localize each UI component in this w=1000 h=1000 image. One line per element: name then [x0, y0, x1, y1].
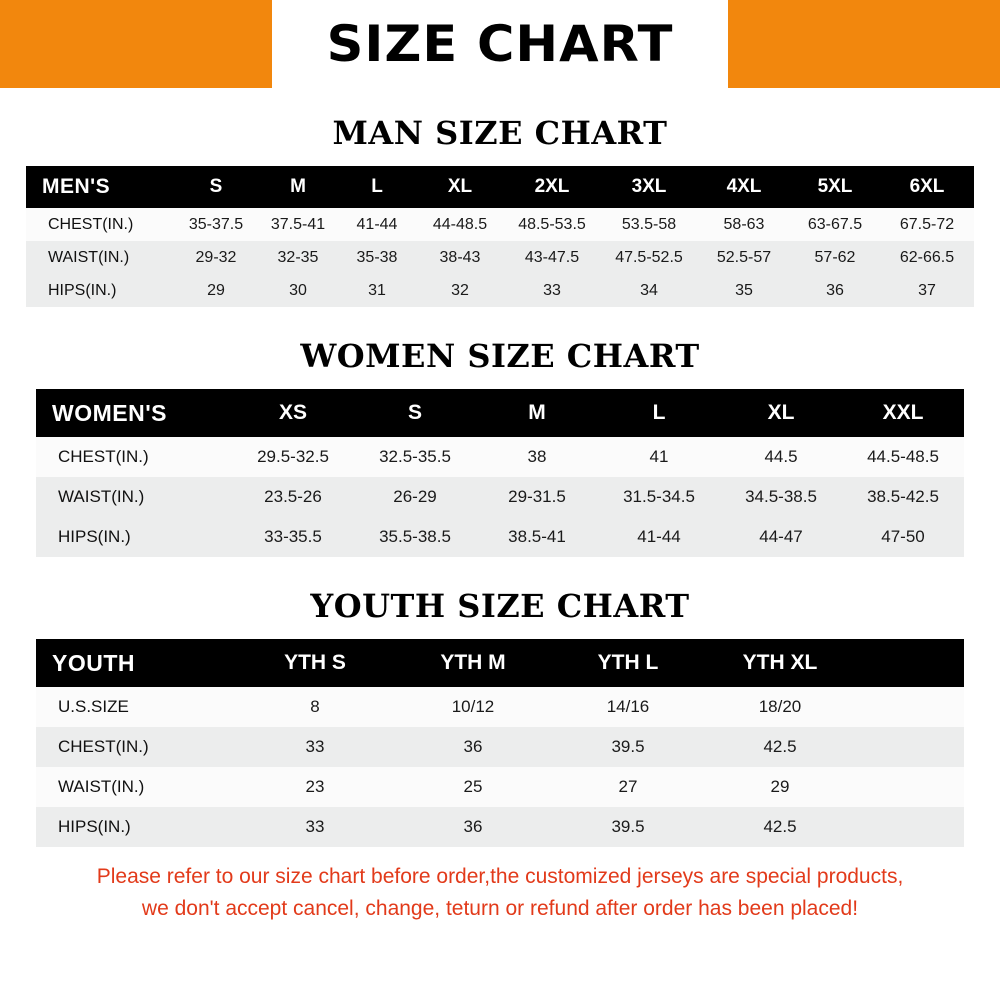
- youth-header-m: YTH M: [394, 639, 552, 687]
- cell: 62-66.5: [880, 241, 974, 274]
- banner-title-plate: [272, 0, 728, 88]
- men-header-6xl: 6XL: [880, 166, 974, 208]
- header-banner: [0, 0, 1000, 88]
- table-row: [36, 727, 964, 767]
- table-row: [36, 437, 964, 477]
- youth-header-s: YTH S: [236, 639, 394, 687]
- table-row: [26, 208, 974, 241]
- cell: 14/16: [552, 687, 704, 727]
- cell: 29-32: [174, 241, 258, 274]
- row-label: CHEST(IN.): [36, 437, 232, 477]
- men-header-3xl: 3XL: [600, 166, 698, 208]
- table-row: [36, 687, 964, 727]
- women-header-xl: XL: [720, 389, 842, 437]
- youth-size-table: [36, 639, 964, 847]
- women-header-l: L: [598, 389, 720, 437]
- cell: 37: [880, 274, 974, 307]
- cell: 8: [236, 687, 394, 727]
- cell: 41: [598, 437, 720, 477]
- cell: 10/12: [394, 687, 552, 727]
- table-row: [36, 767, 964, 807]
- note-line-1: Please refer to our size chart before order,the customized jerseys are special products,: [96, 865, 904, 888]
- cell: 23.5-26: [232, 477, 354, 517]
- table-header-row: [36, 639, 964, 687]
- cell: 38: [476, 437, 598, 477]
- cell: 44-48.5: [416, 208, 504, 241]
- youth-header-l: YTH L: [552, 639, 704, 687]
- cell-spacer: [856, 807, 964, 847]
- women-header-xxl: XXL: [842, 389, 964, 437]
- table-header-row: [36, 389, 964, 437]
- row-label: WAIST(IN.): [26, 241, 174, 274]
- row-label: WAIST(IN.): [36, 477, 232, 517]
- cell: 33: [504, 274, 600, 307]
- cell: 42.5: [704, 727, 856, 767]
- row-label: WAIST(IN.): [36, 767, 236, 807]
- cell: 30: [258, 274, 338, 307]
- cell: 33: [236, 727, 394, 767]
- man-size-table: [26, 166, 974, 307]
- cell: 39.5: [552, 807, 704, 847]
- women-header-s: S: [354, 389, 476, 437]
- cell: 25: [394, 767, 552, 807]
- cell: 48.5-53.5: [504, 208, 600, 241]
- cell: 23: [236, 767, 394, 807]
- men-header-m: M: [258, 166, 338, 208]
- men-header-s: S: [174, 166, 258, 208]
- table-row: [26, 274, 974, 307]
- cell: 31.5-34.5: [598, 477, 720, 517]
- cell: 41-44: [338, 208, 416, 241]
- cell: 35.5-38.5: [354, 517, 476, 557]
- men-header-5xl: 5XL: [790, 166, 880, 208]
- men-header-xl: XL: [416, 166, 504, 208]
- row-label: CHEST(IN.): [26, 208, 174, 241]
- cell: 18/20: [704, 687, 856, 727]
- cell: 38.5-41: [476, 517, 598, 557]
- cell: 36: [394, 807, 552, 847]
- women-size-table: [36, 389, 964, 557]
- cell: 67.5-72: [880, 208, 974, 241]
- table-row: [36, 807, 964, 847]
- cell: 42.5: [704, 807, 856, 847]
- cell: 44.5-48.5: [842, 437, 964, 477]
- women-section-title: WOMEN SIZE CHART: [300, 337, 700, 375]
- cell-spacer: [856, 687, 964, 727]
- row-label: HIPS(IN.): [36, 807, 236, 847]
- men-header-label: MEN'S: [26, 166, 174, 208]
- cell: 29-31.5: [476, 477, 598, 517]
- cell: 29.5-32.5: [232, 437, 354, 477]
- page-title: SIZE CHART: [326, 15, 674, 73]
- cell: 26-29: [354, 477, 476, 517]
- row-label: CHEST(IN.): [36, 727, 236, 767]
- cell: 44.5: [720, 437, 842, 477]
- cell: 34.5-38.5: [720, 477, 842, 517]
- disclaimer-note: [30, 861, 970, 925]
- note-line-2: we don't accept cancel, change, teturn or refund after order has been placed!: [141, 897, 859, 920]
- cell: 32: [416, 274, 504, 307]
- cell: 47.5-52.5: [600, 241, 698, 274]
- row-label: U.S.SIZE: [36, 687, 236, 727]
- cell: 35-37.5: [174, 208, 258, 241]
- cell-spacer: [856, 727, 964, 767]
- men-header-l: L: [338, 166, 416, 208]
- cell: 37.5-41: [258, 208, 338, 241]
- cell: 32.5-35.5: [354, 437, 476, 477]
- table-row: [36, 477, 964, 517]
- men-header-2xl: 2XL: [504, 166, 600, 208]
- cell: 31: [338, 274, 416, 307]
- cell: 43-47.5: [504, 241, 600, 274]
- cell: 34: [600, 274, 698, 307]
- cell: 57-62: [790, 241, 880, 274]
- row-label: HIPS(IN.): [36, 517, 232, 557]
- cell: 63-67.5: [790, 208, 880, 241]
- table-row: [26, 241, 974, 274]
- women-header-label: WOMEN'S: [36, 389, 232, 437]
- cell: 38.5-42.5: [842, 477, 964, 517]
- women-header-m: M: [476, 389, 598, 437]
- cell-spacer: [856, 767, 964, 807]
- cell: 33-35.5: [232, 517, 354, 557]
- cell: 47-50: [842, 517, 964, 557]
- youth-header-label: YOUTH: [36, 639, 236, 687]
- cell: 32-35: [258, 241, 338, 274]
- cell: 36: [790, 274, 880, 307]
- cell: 36: [394, 727, 552, 767]
- cell: 58-63: [698, 208, 790, 241]
- cell: 29: [704, 767, 856, 807]
- table-row: [36, 517, 964, 557]
- cell: 33: [236, 807, 394, 847]
- cell: 27: [552, 767, 704, 807]
- cell: 52.5-57: [698, 241, 790, 274]
- row-label: HIPS(IN.): [26, 274, 174, 307]
- table-header-row: [26, 166, 974, 208]
- youth-header-xl: YTH XL: [704, 639, 856, 687]
- youth-section-title: YOUTH SIZE CHART: [310, 587, 690, 625]
- cell: 38-43: [416, 241, 504, 274]
- women-header-xs: XS: [232, 389, 354, 437]
- cell: 39.5: [552, 727, 704, 767]
- cell: 29: [174, 274, 258, 307]
- man-section-title: MAN SIZE CHART: [332, 114, 668, 152]
- cell: 41-44: [598, 517, 720, 557]
- cell: 35: [698, 274, 790, 307]
- cell: 35-38: [338, 241, 416, 274]
- cell: 44-47: [720, 517, 842, 557]
- cell: 53.5-58: [600, 208, 698, 241]
- men-header-4xl: 4XL: [698, 166, 790, 208]
- youth-header-spacer: [856, 639, 964, 687]
